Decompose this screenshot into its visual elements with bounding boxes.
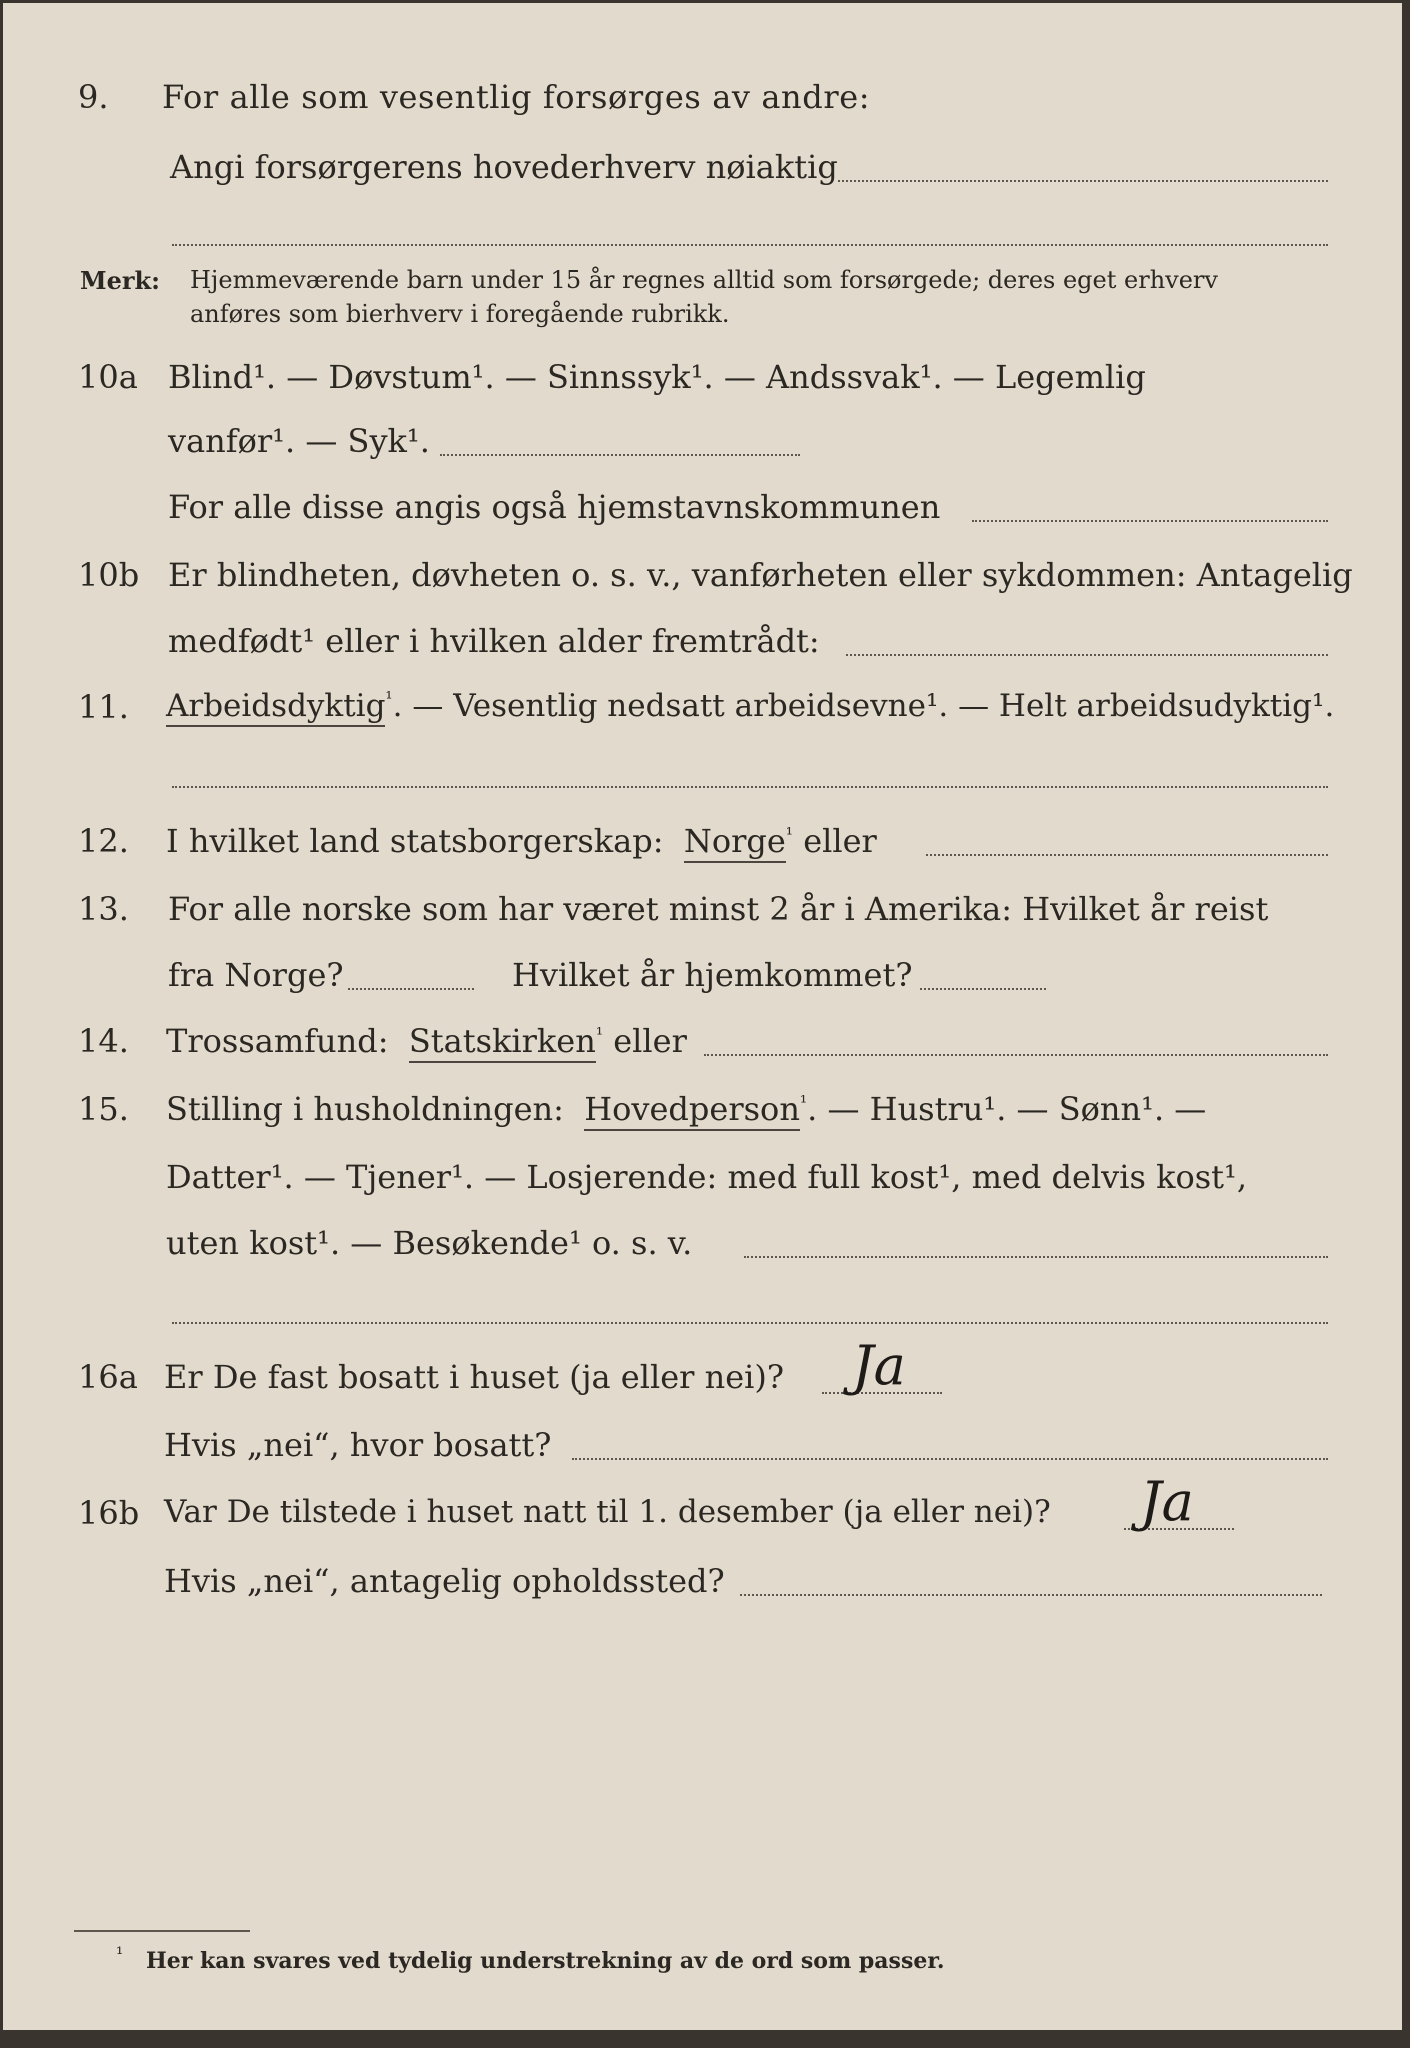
q9-answer-line[interactable]: [838, 180, 1328, 182]
q10a-options: Blind¹. — Døvstum¹. — Sinnssyk¹. — Andssvak¹. — Legemlig: [168, 358, 1146, 396]
merk-note-line2: anføres som bierhverv i foregående rubrikk.: [190, 300, 730, 328]
q16a-residence-line[interactable]: [572, 1458, 1328, 1460]
q16b-handwritten-answer: Ja: [1140, 1470, 1194, 1533]
q15-options-3: uten kost¹. — Besøkende¹ o. s. v.: [166, 1224, 693, 1262]
q15-prefix: Stilling i husholdningen:: [166, 1090, 564, 1128]
q15-number: 15.: [78, 1090, 129, 1128]
q12-answer-line[interactable]: [926, 854, 1328, 856]
q14-number: 14.: [78, 1022, 129, 1060]
q13-return-line[interactable]: [920, 988, 1046, 990]
q12-number: 12.: [78, 822, 129, 860]
q15-marked-answer: Hovedperson: [584, 1090, 800, 1131]
q10b-question-2: medfødt¹ eller i hvilken alder fremtrådt:: [168, 622, 820, 660]
q10a-sick-line[interactable]: [440, 454, 800, 456]
q14-marked-answer: Statskirken: [409, 1022, 596, 1063]
q10b-question: Er blindheten, døvheten o. s. v., vanførheten eller sykdommen: Antagelig: [168, 556, 1353, 594]
q10a-options-2: vanfør¹. — Syk¹.: [168, 422, 430, 460]
q13-number: 13.: [78, 890, 129, 928]
q10b-answer-line[interactable]: [846, 654, 1328, 656]
q16a-residence-label: Hvis „nei“, hvor bosatt?: [164, 1426, 552, 1464]
merk-note-line1: Hjemmeværende barn under 15 år regnes alltid som forsørgede; deres eget erhverv: [190, 266, 1218, 294]
q16b-question: Var De tilstede i huset natt til 1. desember (ja eller nei)?: [164, 1494, 1051, 1530]
q12-prefix: I hvilket land statsborgerskap:: [166, 822, 664, 860]
q16a-handwritten-answer: Ja: [852, 1334, 906, 1397]
q10a-municipality-line[interactable]: [972, 520, 1328, 522]
q13-question: For alle norske som har været minst 2 år i Amerika: Hvilket år reist: [168, 890, 1269, 928]
q16b-number: 16b: [78, 1494, 140, 1532]
q16b-whereabouts-label: Hvis „nei“, antagelig opholdssted?: [164, 1562, 725, 1600]
q15-options-rest: . — Hustru¹. — Sønn¹. —: [807, 1090, 1207, 1128]
footnote-text: Her kan svares ved tydelig understrekning av de ord som passer.: [146, 1948, 945, 1974]
q9-provider-label: Angi forsørgerens hovederhverv nøiaktig: [170, 148, 838, 186]
q9-question: For alle som vesentlig forsørges av andre:: [162, 78, 871, 116]
q11-options: Arbeidsdyktig$^{^1}$. — Vesentlig nedsatt arbeidsevne¹. — Helt arbeidsudyktig¹.: [166, 688, 1334, 724]
merk-label: Merk:: [80, 266, 160, 295]
q11-options-rest: . — Vesentlig nedsatt arbeidsevne¹. — Helt arbeidsudyktig¹.: [392, 688, 1335, 724]
q16a-number: 16a: [78, 1358, 138, 1396]
q15-options-2: Datter¹. — Tjener¹. — Losjerende: med full kost¹, med delvis kost¹,: [166, 1158, 1248, 1196]
q15-question: Stilling i husholdningen: Hovedperson$^{^1}$. — Hustru¹. — Sønn¹. —: [166, 1090, 1206, 1128]
q10b-number: 10b: [78, 556, 140, 594]
q10a-home-municipality-label: For alle disse angis også hjemstavnskommunen: [168, 488, 941, 526]
q11-marked-answer: Arbeidsdyktig: [166, 688, 385, 727]
q15-answer-line-2[interactable]: [172, 1322, 1328, 1324]
q11-number: 11.: [78, 688, 129, 726]
q14-suffix: eller: [613, 1022, 687, 1060]
q12-marked-answer: Norge: [684, 822, 786, 863]
footnote-marker: ¹: [116, 1944, 124, 1965]
q15-answer-line[interactable]: [744, 1256, 1328, 1258]
q10a-number: 10a: [78, 358, 138, 396]
q9-number: 9.: [78, 78, 109, 116]
q12-question: I hvilket land statsborgerskap: Norge$^{^1}$ eller: [166, 822, 877, 860]
q14-answer-line[interactable]: [704, 1054, 1328, 1056]
q13-departure-label: fra Norge?: [168, 956, 344, 994]
q14-prefix: Trossamfund:: [166, 1022, 389, 1060]
q12-suffix: eller: [803, 822, 877, 860]
q16a-question: Er De fast bosatt i huset (ja eller nei)?: [164, 1358, 785, 1396]
q13-return-label: Hvilket år hjemkommet?: [512, 956, 913, 994]
q16b-whereabouts-line[interactable]: [740, 1594, 1322, 1596]
q11-answer-line[interactable]: [172, 786, 1328, 788]
q14-question: Trossamfund: Statskirken$^{^1}$ eller: [166, 1022, 687, 1060]
q13-departure-line[interactable]: [348, 988, 474, 990]
q9-answer-line-2[interactable]: [172, 244, 1328, 246]
footnote-rule: [74, 1930, 250, 1932]
